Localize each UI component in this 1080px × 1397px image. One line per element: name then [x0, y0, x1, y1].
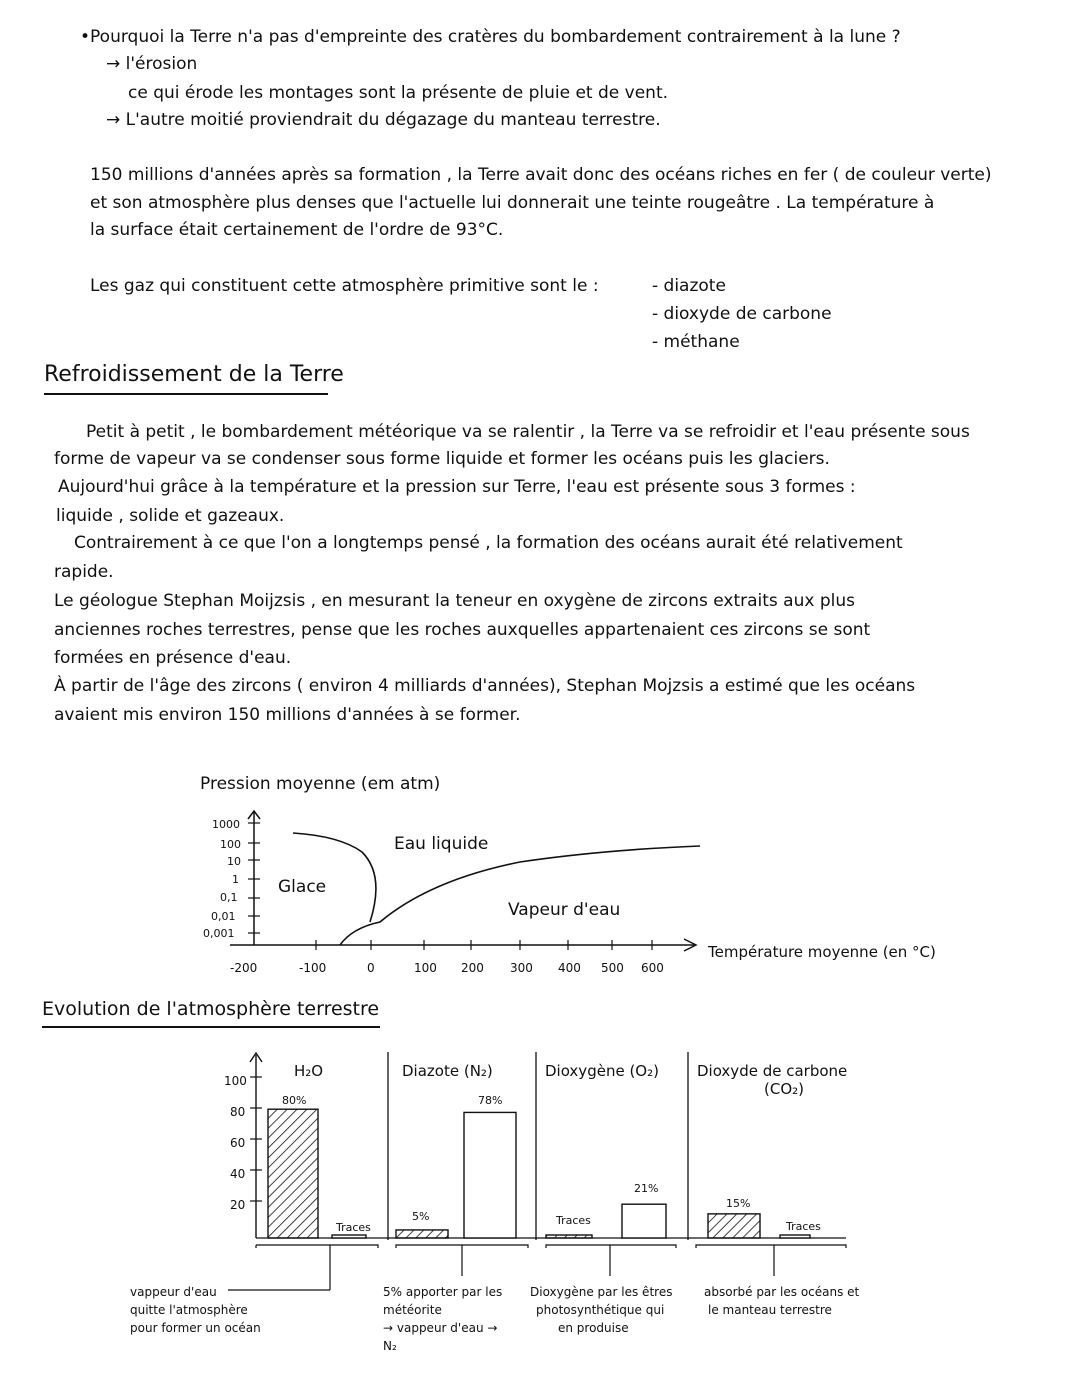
answer-erosion: → l'érosion [106, 54, 198, 74]
phase-x-tick-0: 0 [367, 961, 375, 975]
note-co2-1: absorbé par les océans et [704, 1285, 860, 1299]
note-n2-4: N₂ [383, 1339, 397, 1353]
note-co2-2: le manteau terrestre [708, 1303, 832, 1317]
phase-region-vapor: Vapeur d'eau [508, 900, 621, 920]
gas-item-co2: - dioxyde de carbone [652, 304, 832, 324]
phase-y-tick-1: 1 [232, 873, 239, 886]
note-o2-3: en produise [558, 1321, 629, 1335]
note-n2-1: 5% apporter par les [383, 1285, 503, 1299]
section-title-cooling: Refroidissement de la Terre [44, 362, 344, 387]
cooling-line-5: Contrairement à ce que l'on a longtemps pensé , la formation des océans aurait été relativement [74, 533, 903, 553]
erosion-detail: ce qui érode les montages sont la présente de pluie et de vent. [128, 83, 669, 103]
gas-item-diazote: - diazote [652, 276, 726, 296]
cooling-line-7: Le géologue Stephan Moijzsis , en mesurant la teneur en oxygène de zircons extraits aux plus [54, 591, 855, 611]
question-line: •Pourquoi la Terre n'a pas d'empreinte des cratères du bombardement contrairement à la lune ? [80, 27, 901, 47]
phase-x-tick-400: 400 [558, 961, 581, 975]
phase-x-title: Température moyenne (en °C) [708, 943, 936, 961]
cooling-line-1: Petit à petit , le bombardement météorique va se ralentir , la Terre va se refroidir et l'eau présente sous [86, 422, 970, 442]
panel-title-h2o: H₂O [294, 1062, 324, 1080]
phase-region-ice: Glace [278, 877, 327, 897]
cooling-line-10: À partir de l'âge des zircons ( environ 4 milliards d'années), Stephan Mojzsis a estimé que les océans [54, 676, 916, 696]
atm-y-tick-80: 80 [230, 1105, 246, 1119]
note-n2-3: → vappeur d'eau → [383, 1321, 498, 1335]
label-co2-before: 15% [726, 1197, 751, 1210]
phase-region-liquid: Eau liquide [394, 834, 489, 854]
bar-3-before [708, 1214, 760, 1238]
bar-2-after [622, 1204, 666, 1238]
section-title-atmosphere: Evolution de l'atmosphère terrestre [42, 998, 380, 1020]
label-h2o-after: Traces [336, 1221, 371, 1234]
phase-x-tick-500: 500 [601, 961, 624, 975]
panel-title-n2: Diazote (N₂) [402, 1062, 493, 1080]
cooling-line-9: formées en présence d'eau. [54, 648, 292, 668]
cooling-line-8: anciennes roches terrestres, pense que les roches auxquelles appartenaient ces zircons se sont [54, 620, 871, 640]
phase-y-tick-100: 100 [220, 838, 241, 851]
phase-x-tick-minus-100: -100 [299, 961, 327, 975]
phase-x-tick-minus-200: -200 [230, 961, 258, 975]
label-n2-before: 5% [412, 1210, 430, 1223]
paragraph-line-3: la surface était certainement de l'ordre de 93°C. [90, 220, 504, 240]
bar-1-after [464, 1112, 516, 1238]
paragraph-line-2: et son atmosphère plus denses que l'actuelle lui donnerait une teinte rougeâtre . La température à [90, 193, 935, 213]
gas-item-methane: - méthane [652, 332, 740, 352]
atm-y-tick-40: 40 [230, 1167, 246, 1181]
phase-y-tick-1000: 1000 [212, 818, 240, 831]
phase-y-tick-10: 10 [227, 855, 241, 868]
bar-1-before [396, 1230, 448, 1238]
panel-title-co2-formula: (CO₂) [764, 1080, 804, 1098]
bar-0-before [268, 1109, 318, 1238]
note-h2o-2: quitte l'atmosphère [130, 1303, 248, 1317]
cooling-line-3: Aujourd'hui grâce à la température et la pression sur Terre, l'eau est présente sous 3 formes : [58, 477, 856, 497]
label-o2-after: 21% [634, 1182, 659, 1195]
cooling-line-2: forme de vapeur va se condenser sous forme liquide et former les océans puis les glaciers. [54, 449, 830, 469]
panel-title-co2: Dioxyde de carbone [697, 1062, 848, 1080]
phase-x-tick-300: 300 [510, 961, 533, 975]
label-co2-after: Traces [786, 1220, 821, 1233]
note-h2o-3: pour former un océan [130, 1321, 261, 1335]
cooling-line-11: avaient mis environ 150 millions d'années à se former. [54, 705, 521, 725]
note-h2o-1: vappeur d'eau [130, 1285, 217, 1299]
gases-intro: Les gaz qui constituent cette atmosphère primitive sont le : [90, 276, 599, 296]
cooling-line-6: rapide. [54, 562, 114, 582]
bar-2-before [546, 1235, 592, 1238]
phase-y-tick-0-01: 0,01 [211, 910, 236, 923]
phase-y-tick-0-001: 0,001 [203, 927, 235, 940]
atm-y-tick-20: 20 [230, 1198, 246, 1212]
paragraph-line-1: 150 millions d'années après sa formation , la Terre avait donc des océans riches en fer ( de couleur verte) [90, 165, 992, 185]
note-n2-2: météorite [383, 1303, 442, 1317]
atm-y-tick-60: 60 [230, 1136, 246, 1150]
phase-y-tick-0-1: 0,1 [220, 891, 238, 904]
other-half-line: → L'autre moitié proviendrait du dégazage du manteau terrestre. [106, 110, 661, 130]
atm-y-tick-100: 100 [224, 1074, 247, 1088]
cooling-line-4: liquide , solide et gazeaux. [56, 506, 285, 526]
phase-x-tick-600: 600 [641, 961, 664, 975]
note-o2-1: Dioxygène par les êtres [530, 1285, 673, 1299]
phase-x-tick-200: 200 [461, 961, 484, 975]
label-h2o-before: 80% [282, 1094, 307, 1107]
label-n2-after: 78% [478, 1094, 503, 1107]
panel-title-o2: Dioxygène (O₂) [545, 1062, 659, 1080]
phase-y-title: Pression moyenne (em atm) [200, 774, 441, 794]
phase-x-tick-100: 100 [414, 961, 437, 975]
label-o2-before: Traces [556, 1214, 591, 1227]
note-o2-2: photosynthétique qui [536, 1303, 665, 1317]
